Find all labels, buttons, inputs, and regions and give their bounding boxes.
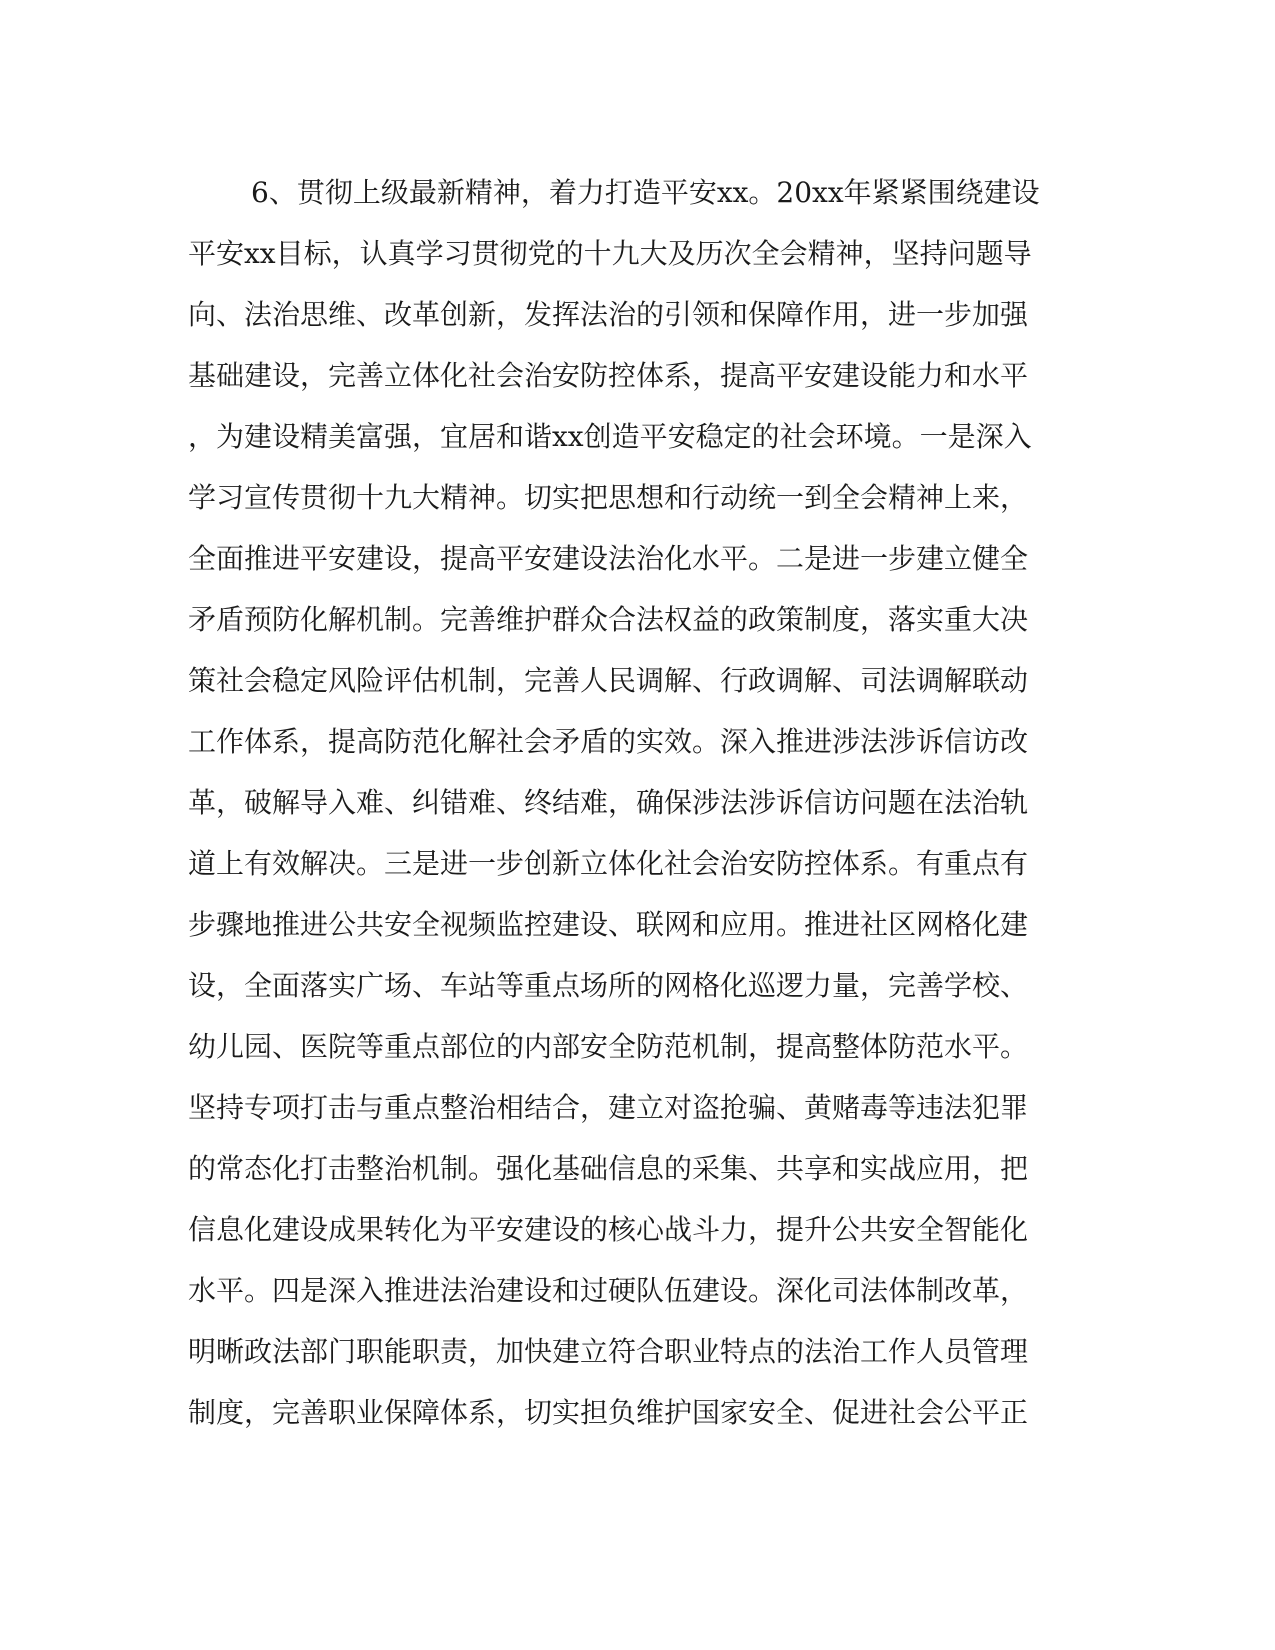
paragraph-line: 的常态化打击整治机制。强化基础信息的采集、共享和实战应用，把 <box>188 1152 1029 1185</box>
paragraph-line: 矛盾预防化解机制。完善维护群众合法权益的政策制度，落实重大决 <box>188 603 1029 636</box>
paragraph-line: 信息化建设成果转化为平安建设的核心战斗力，提升公共安全智能化 <box>188 1213 1029 1246</box>
paragraph-line: 坚持专项打击与重点整治相结合，建立对盗抢骗、黄赌毒等违法犯罪 <box>188 1091 1029 1124</box>
paragraph-line: 全面推进平安建设，提高平安建设法治化水平。二是进一步建立健全 <box>188 542 1029 575</box>
body-paragraph <box>188 162 1088 1443</box>
paragraph-line: 基础建设，完善立体化社会治安防控体系，提高平安建设能力和水平 <box>188 359 1029 392</box>
paragraph-line: 制度，完善职业保障体系，切实担负维护国家安全、促进社会公平正 <box>188 1396 1029 1429</box>
paragraph-line: 明晰政法部门职能职责，加快建立符合职业特点的法治工作人员管理 <box>188 1335 1029 1368</box>
paragraph-line: 工作体系，提高防范化解社会矛盾的实效。深入推进涉法涉诉信访改 <box>188 725 1029 758</box>
paragraph-line: 革，破解导入难、纠错难、终结难，确保涉法涉诉信访问题在法治轨 <box>188 786 1029 819</box>
paragraph-line: 幼儿园、医院等重点部位的内部安全防范机制，提高整体防范水平。 <box>188 1030 1029 1063</box>
paragraph-line: 平安xx目标，认真学习贯彻党的十九大及历次全会精神，坚持问题导 <box>188 237 1032 270</box>
paragraph-line: ，为建设精美富强，宜居和谐xx创造平安稳定的社会环境。一是深入 <box>188 420 1032 453</box>
paragraph-line: 6、贯彻上级最新精神，着力打造平安xx。20xx年紧紧围绕建设 <box>251 176 1040 209</box>
paragraph-line: 学习宣传贯彻十九大精神。切实把思想和行动统一到全会精神上来， <box>188 481 1029 514</box>
paragraph-line: 步骤地推进公共安全视频监控建设、联网和应用。推进社区网格化建 <box>188 908 1029 941</box>
paragraph-line: 设，全面落实广场、车站等重点场所的网格化巡逻力量，完善学校、 <box>188 969 1029 1002</box>
paragraph-line: 道上有效解决。三是进一步创新立体化社会治安防控体系。有重点有 <box>188 847 1029 880</box>
paragraph-line: 向、法治思维、改革创新，发挥法治的引领和保障作用，进一步加强 <box>188 298 1029 331</box>
paragraph-line: 水平。四是深入推进法治建设和过硬队伍建设。深化司法体制改革， <box>188 1274 1029 1307</box>
paragraph-line: 策社会稳定风险评估机制，完善人民调解、行政调解、司法调解联动 <box>188 664 1029 697</box>
